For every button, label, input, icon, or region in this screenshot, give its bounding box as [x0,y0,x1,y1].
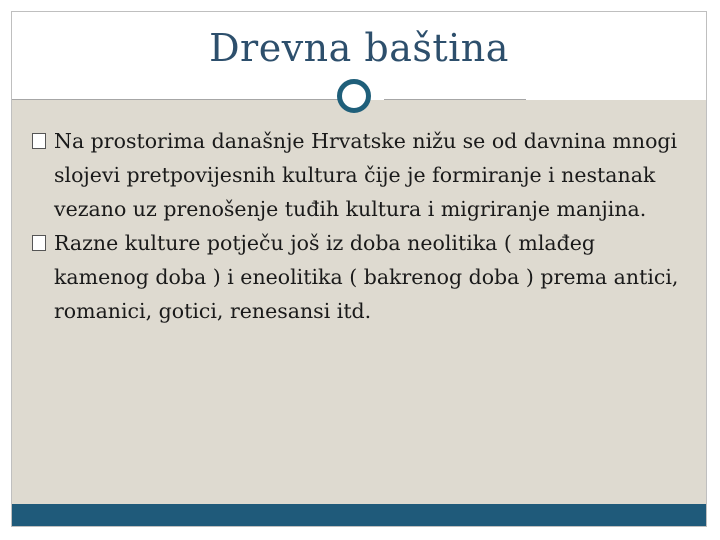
square-bullet-icon [32,133,46,149]
title-divider-right [384,99,526,100]
bullet-item-1 [32,124,696,226]
circle-ornament-icon [337,79,371,113]
bullet-list [32,124,696,328]
square-bullet-icon [32,235,46,251]
slide-title: Drevna baština [209,26,509,70]
bullet-item-2 [32,226,696,328]
title-divider-left [12,99,342,100]
bottom-bar [12,504,706,526]
bullet-text-2: Razne kulture potječu još iz doba neolitika ( mlađeg kamenog doba ) i eneolitika ( bakrenog doba ) prema antici, romanici, gotici, renesansi itd. [54,231,679,323]
bullet-text-1: Na prostorima današnje Hrvatske nižu se od davnina mnogi slojevi pretpovijesnih kultura čije je formiranje i nestanak vezano uz prenošenje tuđih kultura i migriranje manjina. [54,129,678,221]
